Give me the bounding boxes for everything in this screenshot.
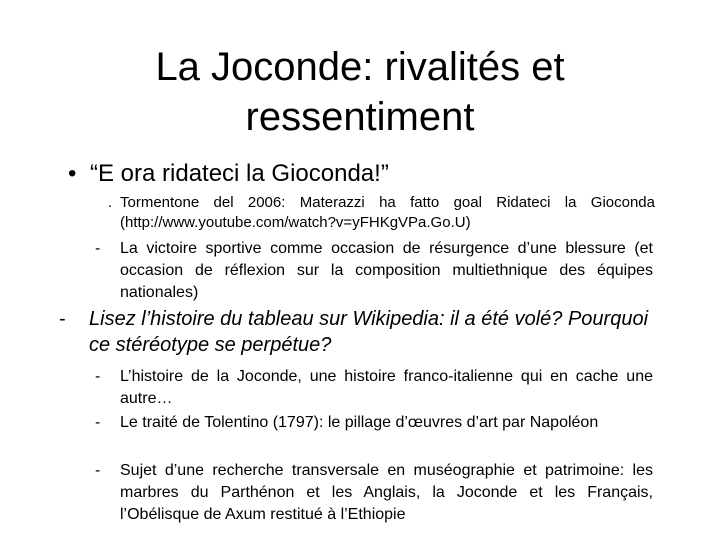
- dash-item-text: Lisez l’histoire du tableau sur Wikipedia: il a été volé? Pourquoi ce stéréotype se perpétue?: [89, 308, 649, 356]
- dash-marker: -: [95, 240, 101, 257]
- slide-title-line-1: La Joconde: rivalités et: [155, 45, 565, 89]
- dash-marker: -: [59, 308, 66, 330]
- sub-item-histoire: [95, 366, 653, 410]
- sub-item-text: Le traité de Tolentino (1797): le pillage d’œuvres d’art par Napoléon: [120, 414, 599, 431]
- bullet-marker: •: [68, 160, 77, 187]
- bullet-item-gioconda-quote: [68, 159, 670, 189]
- dash-marker: -: [95, 462, 101, 479]
- dash-marker: -: [95, 368, 101, 385]
- dash-item-wikipedia: [59, 306, 659, 358]
- sub-item-text: Sujet d’une recherche transversale en muséographie et patrimoine: les marbres du Parthénon et les Anglais, la Joconde et les Français, l’Obélisque de Axum restitué à l’Ethiopie: [120, 462, 653, 523]
- sub-item-text: Tormentone del 2006: Materazzi ha fatto goal Ridateci la Gioconda (http://www.youtube.com/watch?v=yFHKgVPa.Go.U): [120, 194, 655, 231]
- sub-item-marker: .: [108, 194, 113, 211]
- dash-marker: -: [95, 414, 101, 431]
- sub-item-recherche: [95, 460, 653, 526]
- slide-title: [60, 42, 660, 142]
- bullet-text: “E ora ridateci la Gioconda!”: [90, 160, 389, 187]
- slide-title-line-2: ressentiment: [245, 95, 475, 139]
- sub-item-text: L’histoire de la Joconde, une histoire franco-italienne qui en cache une autre…: [120, 368, 653, 407]
- sub-item-text: La victoire sportive comme occasion de résurgence d’une blessure (et occasion de réflexion sur la composition multiethnique des équipes nationales): [120, 240, 653, 301]
- sub-item-tormentone: [108, 193, 655, 233]
- sub-item-tolentino: [95, 412, 653, 434]
- sub-item-victoire: [95, 238, 653, 304]
